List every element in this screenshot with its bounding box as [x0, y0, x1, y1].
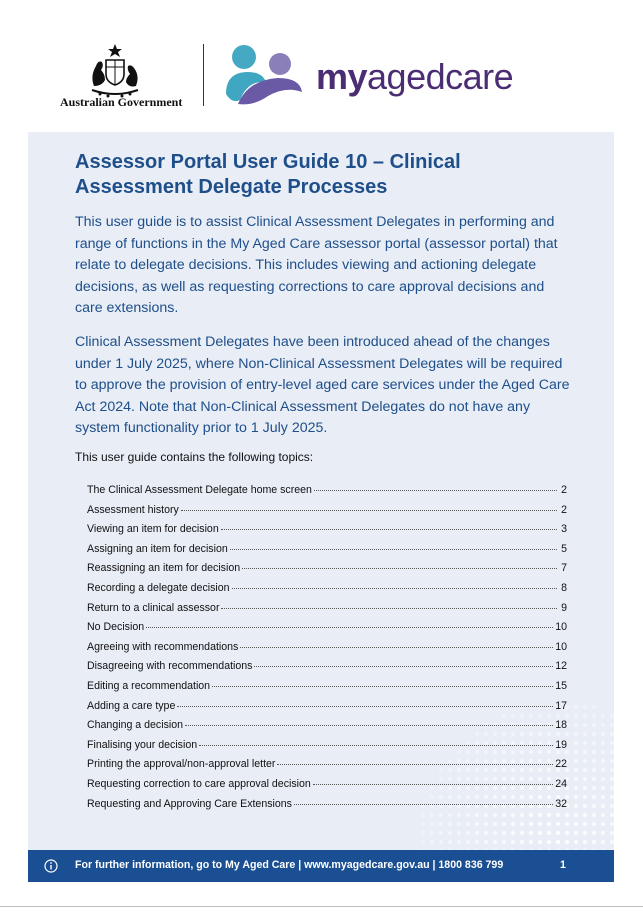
toc-page: 19	[555, 738, 567, 751]
intro-paragraph-1: This user guide is to assist Clinical Assessment Delegates in performing and range of functions in the My Aged Care assessor portal (assessor portal) that relate to delegate decisions. This includes viewing and actioning delegate decisions, as well as requesting corrections to care approval decisions and care extensions.	[75, 214, 558, 317]
toc-page: 10	[555, 621, 567, 634]
toc-page: 18	[555, 719, 567, 732]
toc-title: The Clinical Assessment Delegate home screen	[87, 484, 312, 496]
toc-page: 2	[561, 484, 567, 496]
page-title: Assessor Portal User Guide 10 – Clinical Assessment Delegate Processes	[75, 151, 461, 198]
toc-page: 2	[561, 503, 567, 516]
toc-title: Assessment history	[87, 503, 179, 516]
header-logos	[0, 0, 643, 132]
toc-page: 3	[561, 523, 567, 536]
topics-intro: This user guide contains the following topics:	[75, 450, 314, 464]
logo-aged: aged	[367, 56, 446, 97]
toc-title: Recording a delegate decision	[87, 581, 230, 594]
toc-item[interactable]	[87, 758, 567, 778]
toc-title: No Decision	[87, 621, 145, 634]
toc-title: Reassigning an item for decision	[87, 562, 241, 575]
toc-item[interactable]	[87, 719, 567, 739]
toc-item[interactable]	[87, 660, 567, 680]
page-number: 1	[560, 859, 566, 871]
toc-item[interactable]	[87, 523, 567, 543]
coat-of-arms-icon	[84, 42, 146, 98]
my-aged-care-people-icon	[224, 44, 304, 106]
content-panel	[28, 132, 614, 850]
my-aged-care-wordmark	[316, 56, 513, 98]
toc-title: Adding a care type	[87, 699, 176, 712]
toc-item[interactable]	[87, 798, 567, 818]
logo-divider	[203, 44, 204, 106]
table-of-contents	[87, 484, 567, 817]
toc-item[interactable]	[87, 641, 567, 661]
toc-item[interactable]	[87, 562, 567, 582]
toc-page: 5	[561, 542, 567, 555]
toc-item[interactable]	[87, 504, 567, 524]
toc-title: Agreeing with recommendations	[87, 640, 239, 653]
toc-page: 7	[561, 562, 567, 575]
toc-item[interactable]	[87, 700, 567, 720]
toc-title: Editing a recommendation	[87, 679, 211, 692]
toc-title: Printing the approval/non-approval letter	[87, 758, 276, 771]
toc-title: Finalising your decision	[87, 738, 198, 751]
toc-item[interactable]	[87, 582, 567, 602]
toc-item[interactable]	[87, 778, 567, 798]
toc-page: 12	[555, 660, 567, 673]
toc-title: Return to a clinical assessor	[87, 601, 220, 614]
intro-paragraph-2: Clinical Assessment Delegates have been introduced ahead of the changes under 1 July 2025, where Non-Clinical Assessment Delegates will be required to approve the provision of entry-level aged care services under the Aged Care Act 2024. Note that Non-Clinical Assessment Delegates do not have any system functionality prior to 1 July 2025.	[75, 334, 570, 437]
footer-contact-info: For further information, go to My Aged Care | www.myagedcare.gov.au | 1800 836 799	[75, 859, 504, 871]
info-icon	[44, 859, 58, 873]
toc-title: Requesting and Approving Care Extensions	[87, 797, 292, 810]
logo-my: my	[316, 56, 368, 97]
government-label: Australian Government	[60, 95, 183, 109]
toc-page: 8	[561, 581, 567, 594]
toc-item[interactable]	[87, 680, 567, 700]
toc-page: 15	[555, 679, 567, 692]
page-bottom-rule	[0, 906, 643, 907]
toc-item[interactable]	[87, 621, 567, 641]
toc-page: 32	[555, 797, 567, 810]
toc-item[interactable]	[87, 739, 567, 759]
toc-page: 10	[555, 640, 567, 653]
logo-care: care	[445, 56, 514, 97]
toc-title: Viewing an item for decision	[87, 523, 219, 536]
toc-title: Requesting correction to care approval decision	[87, 777, 311, 790]
toc-item[interactable]	[87, 484, 567, 504]
toc-title: Changing a decision	[87, 719, 184, 732]
toc-title: Assigning an item for decision	[87, 542, 228, 555]
toc-page: 9	[561, 601, 567, 614]
toc-page: 17	[555, 699, 567, 712]
toc-page: 22	[555, 758, 567, 771]
toc-item[interactable]	[87, 602, 567, 622]
footer-bar	[28, 850, 614, 882]
toc-item[interactable]	[87, 543, 567, 563]
toc-page: 24	[555, 777, 567, 790]
toc-title: Disagreeing with recommendations	[87, 660, 253, 673]
